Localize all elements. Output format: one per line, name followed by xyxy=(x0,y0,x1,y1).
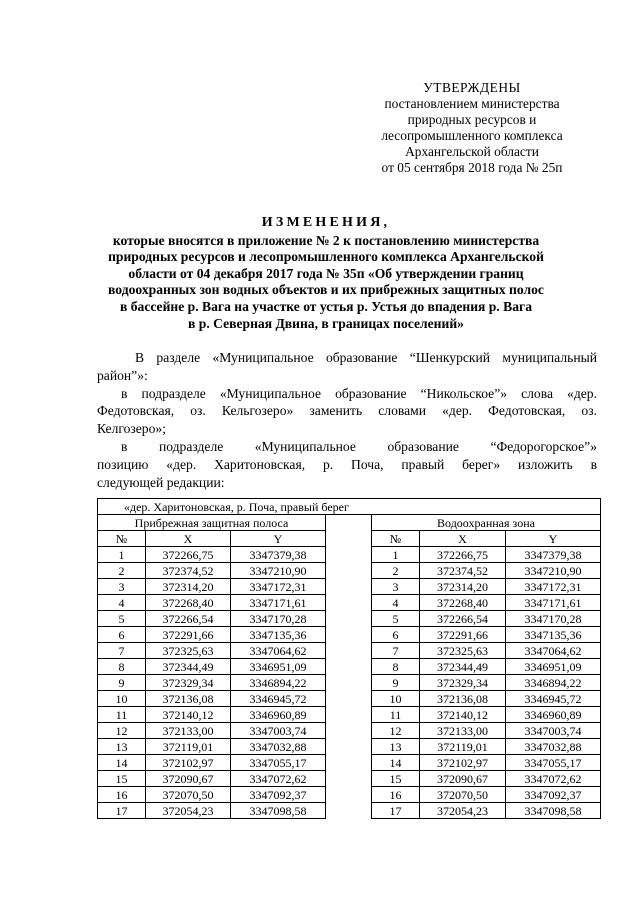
left-coord-y: 3347135,36 xyxy=(231,627,326,643)
right-coord-x: 372291,66 xyxy=(420,627,506,643)
table-gap xyxy=(326,515,372,531)
table-row xyxy=(98,659,601,675)
right-coord-x: 372070,50 xyxy=(420,787,506,803)
right-coord-y: 3347135,36 xyxy=(506,627,601,643)
left-point-number: 14 xyxy=(98,755,146,771)
table-row xyxy=(98,547,601,563)
column-header-y: Y xyxy=(506,531,601,547)
approval-line: Архангельской области xyxy=(405,144,539,159)
heading-line: природных ресурсов и лесопромышленного комплекса Архангельской xyxy=(108,249,544,265)
document-body xyxy=(97,349,597,491)
heading-line: области от 04 декабря 2017 года № 35п «Об утверждении границ xyxy=(128,265,524,281)
left-point-number: 8 xyxy=(98,659,146,675)
left-point-number: 17 xyxy=(98,803,146,819)
approval-line: от 05 сентября 2018 года № 25п xyxy=(381,160,563,175)
right-coord-y: 3347092,37 xyxy=(506,787,601,803)
table-row xyxy=(98,739,601,755)
approval-title: УТВЕРЖДЕНЫ xyxy=(423,80,521,95)
right-point-number: 16 xyxy=(372,787,420,803)
right-coord-y: 3347172,31 xyxy=(506,579,601,595)
left-coord-y: 3347055,17 xyxy=(231,755,326,771)
right-coord-y: 3347210,90 xyxy=(506,563,601,579)
left-point-number: 5 xyxy=(98,611,146,627)
heading-line: в бассейне р. Вага на участке от устья р. Устья до впадения р. Вага xyxy=(119,298,532,314)
heading-title: ИЗМЕНЕНИЯ, xyxy=(261,215,391,230)
left-coord-y: 3347379,38 xyxy=(231,547,326,563)
column-header-no: № xyxy=(372,531,420,547)
right-group-header: Водоохранная зона xyxy=(372,515,601,531)
right-point-number: 13 xyxy=(372,739,420,755)
table-gap xyxy=(326,547,372,563)
right-coord-x: 372119,01 xyxy=(420,739,506,755)
paragraph-line: район”»: xyxy=(97,367,148,383)
left-coord-y: 3346960,89 xyxy=(231,707,326,723)
right-coord-y: 3346951,09 xyxy=(506,659,601,675)
table-gap xyxy=(326,691,372,707)
right-coord-x: 372054,23 xyxy=(420,803,506,819)
left-coord-y: 3347171,61 xyxy=(231,595,326,611)
table-row xyxy=(98,675,601,691)
right-coord-x: 372314,20 xyxy=(420,579,506,595)
right-coord-x: 372133,00 xyxy=(420,723,506,739)
left-coord-y: 3347003,74 xyxy=(231,723,326,739)
table-gap xyxy=(326,755,372,771)
right-coord-x: 372140,12 xyxy=(420,707,506,723)
left-point-number: 11 xyxy=(98,707,146,723)
right-coord-x: 372102,97 xyxy=(420,755,506,771)
table-row xyxy=(98,707,601,723)
left-point-number: 10 xyxy=(98,691,146,707)
table-row xyxy=(98,627,601,643)
table-row xyxy=(98,691,601,707)
paragraph-line: в подразделе «Муниципальное образование “Федорогорское”» xyxy=(121,438,597,454)
left-point-number: 1 xyxy=(98,547,146,563)
right-point-number: 9 xyxy=(372,675,420,691)
paragraph-line: Келгозеро»; xyxy=(97,421,166,437)
left-coord-y: 3347170,28 xyxy=(231,611,326,627)
left-point-number: 12 xyxy=(98,723,146,739)
left-coord-x: 372314,20 xyxy=(146,579,231,595)
left-coord-x: 372329,34 xyxy=(146,675,231,691)
approval-block xyxy=(330,80,614,176)
right-point-number: 12 xyxy=(372,723,420,739)
left-point-number: 4 xyxy=(98,595,146,611)
paragraph-line: в подразделе «Муниципальное образование “Никольское”» слова «дер. xyxy=(121,385,597,401)
table-caption: «дер. Харитоновская, р. Поча, правый берег xyxy=(98,499,601,515)
left-group-header: Прибрежная защитная полоса xyxy=(98,515,326,531)
left-coord-x: 372325,63 xyxy=(146,643,231,659)
right-coord-y: 3347064,62 xyxy=(506,643,601,659)
right-point-number: 1 xyxy=(372,547,420,563)
right-point-number: 15 xyxy=(372,771,420,787)
table-row xyxy=(98,563,601,579)
right-coord-y: 3347170,28 xyxy=(506,611,601,627)
right-coord-x: 372136,08 xyxy=(420,691,506,707)
table-gap xyxy=(326,531,372,547)
right-coord-x: 372329,34 xyxy=(420,675,506,691)
right-coord-y: 3347003,74 xyxy=(506,723,601,739)
left-coord-x: 372266,54 xyxy=(146,611,231,627)
table-row xyxy=(98,595,601,611)
left-point-number: 2 xyxy=(98,563,146,579)
left-coord-x: 372140,12 xyxy=(146,707,231,723)
heading-line: которые вносятся в приложение № 2 к постановлению министерства xyxy=(112,232,540,248)
table-row xyxy=(98,787,601,803)
table-gap xyxy=(326,579,372,595)
left-coord-y: 3347064,62 xyxy=(231,643,326,659)
left-point-number: 9 xyxy=(98,675,146,691)
table-gap xyxy=(326,723,372,739)
right-point-number: 6 xyxy=(372,627,420,643)
column-header-y: Y xyxy=(231,531,326,547)
table-gap xyxy=(326,787,372,803)
table-gap xyxy=(326,643,372,659)
table-row xyxy=(98,723,601,739)
right-coord-y: 3346894,22 xyxy=(506,675,601,691)
left-point-number: 7 xyxy=(98,643,146,659)
right-point-number: 8 xyxy=(372,659,420,675)
column-header-x: X xyxy=(146,531,231,547)
right-coord-x: 372266,54 xyxy=(420,611,506,627)
table-row xyxy=(98,643,601,659)
right-coord-x: 372266,75 xyxy=(420,547,506,563)
document-heading xyxy=(50,215,602,332)
table-gap xyxy=(326,803,372,819)
left-coord-x: 372266,75 xyxy=(146,547,231,563)
left-coord-x: 372291,66 xyxy=(146,627,231,643)
table-gap xyxy=(326,675,372,691)
approval-line: лесопромышленного комплекса xyxy=(381,128,563,143)
right-point-number: 10 xyxy=(372,691,420,707)
right-coord-x: 372090,67 xyxy=(420,771,506,787)
left-coord-x: 372102,97 xyxy=(146,755,231,771)
left-coord-x: 372268,40 xyxy=(146,595,231,611)
left-coord-x: 372133,00 xyxy=(146,723,231,739)
table-gap xyxy=(326,739,372,755)
table-gap xyxy=(326,595,372,611)
right-point-number: 7 xyxy=(372,643,420,659)
left-coord-y: 3347172,31 xyxy=(231,579,326,595)
right-point-number: 4 xyxy=(372,595,420,611)
approval-line: природных ресурсов и xyxy=(407,112,537,127)
left-coord-y: 3347210,90 xyxy=(231,563,326,579)
left-point-number: 3 xyxy=(98,579,146,595)
right-point-number: 11 xyxy=(372,707,420,723)
left-coord-y: 3346951,09 xyxy=(231,659,326,675)
paragraph-line: позицию «дер. Харитоновская, р. Поча, правый берег» изложить в xyxy=(97,456,597,472)
right-point-number: 3 xyxy=(372,579,420,595)
right-point-number: 14 xyxy=(372,755,420,771)
right-coord-y: 3347072,62 xyxy=(506,771,601,787)
column-header-x: X xyxy=(420,531,506,547)
left-coord-x: 372344,49 xyxy=(146,659,231,675)
table-row xyxy=(98,579,601,595)
left-coord-y: 3346945,72 xyxy=(231,691,326,707)
table-row xyxy=(98,771,601,787)
right-coord-y: 3347098,58 xyxy=(506,803,601,819)
right-coord-y: 3346960,89 xyxy=(506,707,601,723)
heading-line: в р. Северная Двина, в границах поселений» xyxy=(188,315,464,331)
right-coord-y: 3347379,38 xyxy=(506,547,601,563)
coordinates-table xyxy=(97,498,601,819)
paragraph-line: Федотовская, оз. Кельгозеро» заменить словами «дер. Федотовская, оз. xyxy=(97,403,597,419)
table-row xyxy=(98,803,601,819)
left-coord-x: 372090,67 xyxy=(146,771,231,787)
left-point-number: 15 xyxy=(98,771,146,787)
left-coord-x: 372054,23 xyxy=(146,803,231,819)
left-coord-x: 372119,01 xyxy=(146,739,231,755)
table-gap xyxy=(326,771,372,787)
table-gap xyxy=(326,563,372,579)
table-gap xyxy=(326,627,372,643)
heading-line: водоохранных зон водных объектов и их прибрежных защитных полос xyxy=(108,282,544,298)
paragraph-line: следующей редакции: xyxy=(97,474,225,490)
left-coord-y: 3347032,88 xyxy=(231,739,326,755)
left-point-number: 13 xyxy=(98,739,146,755)
left-coord-x: 372070,50 xyxy=(146,787,231,803)
right-point-number: 17 xyxy=(372,803,420,819)
table-gap xyxy=(326,611,372,627)
right-coord-y: 3346945,72 xyxy=(506,691,601,707)
paragraph-line: В разделе «Муниципальное образование “Шенкурский муниципальный xyxy=(135,350,597,365)
left-point-number: 6 xyxy=(98,627,146,643)
right-coord-y: 3347055,17 xyxy=(506,755,601,771)
right-coord-y: 3347032,88 xyxy=(506,739,601,755)
left-point-number: 16 xyxy=(98,787,146,803)
left-coord-y: 3347072,62 xyxy=(231,771,326,787)
right-coord-x: 372344,49 xyxy=(420,659,506,675)
right-coord-y: 3347171,61 xyxy=(506,595,601,611)
table-row xyxy=(98,611,601,627)
column-header-no: № xyxy=(98,531,146,547)
right-coord-x: 372374,52 xyxy=(420,563,506,579)
left-coord-x: 372374,52 xyxy=(146,563,231,579)
right-coord-x: 372268,40 xyxy=(420,595,506,611)
right-point-number: 2 xyxy=(372,563,420,579)
table-gap xyxy=(326,659,372,675)
right-point-number: 5 xyxy=(372,611,420,627)
right-coord-x: 372325,63 xyxy=(420,643,506,659)
approval-line: постановлением министерства xyxy=(384,96,560,111)
table-row xyxy=(98,755,601,771)
left-coord-y: 3347098,58 xyxy=(231,803,326,819)
left-coord-y: 3347092,37 xyxy=(231,787,326,803)
table-gap xyxy=(326,707,372,723)
left-coord-x: 372136,08 xyxy=(146,691,231,707)
left-coord-y: 3346894,22 xyxy=(231,675,326,691)
